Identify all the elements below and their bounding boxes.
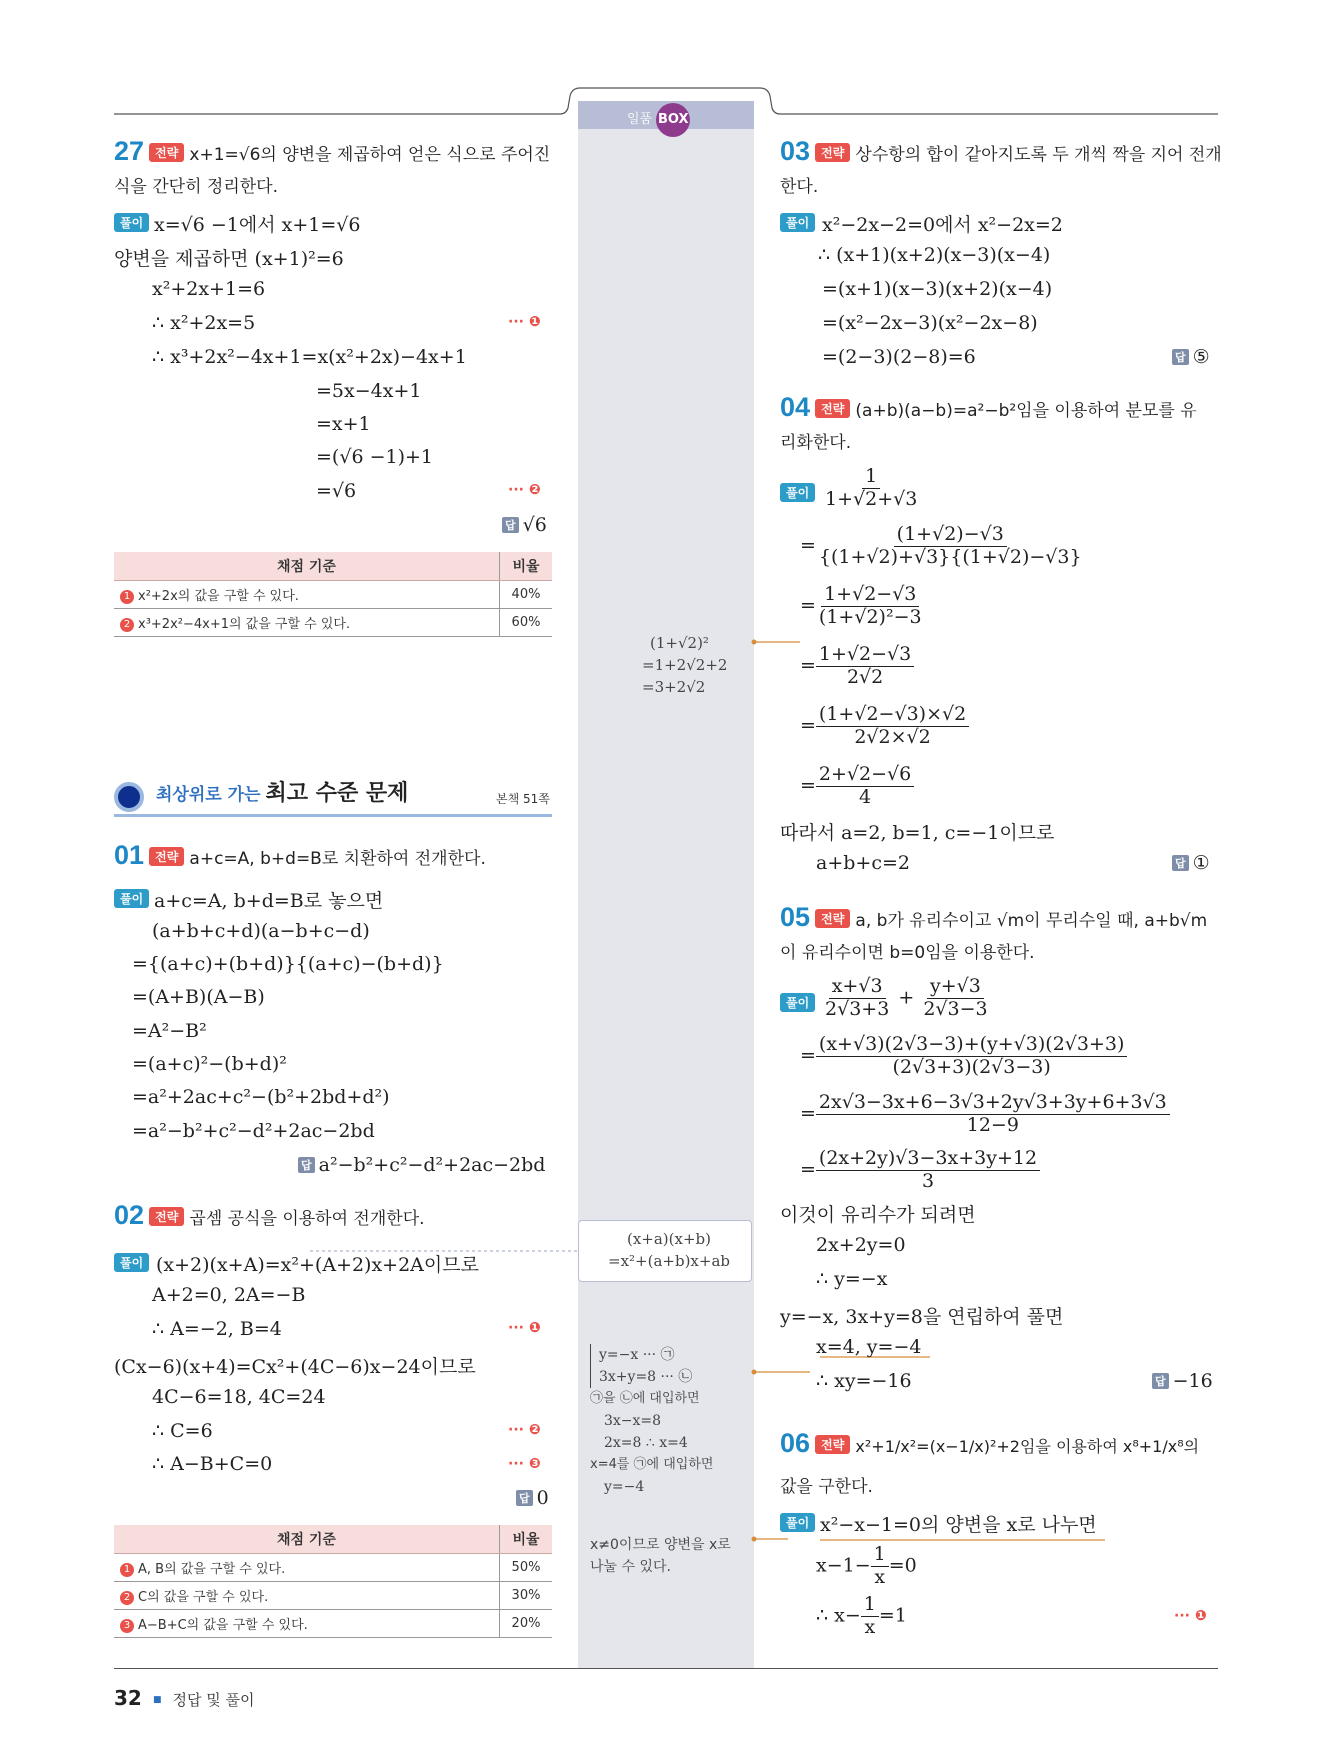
problem-number: 01	[114, 840, 145, 870]
row-text: x³+2x²−4x+1의 값을 구할 수 있다.	[138, 617, 351, 632]
answer-icon: 답	[502, 517, 519, 533]
expr-part: x−1−	[816, 1554, 871, 1577]
problem-03-header	[780, 136, 1222, 167]
row-ratio: 50%	[500, 1554, 553, 1582]
solution-line: =a²+2ac+c²−(b²+2bd+d²)	[132, 1086, 390, 1108]
answer-value: ①	[1192, 852, 1210, 874]
strategy-text-2: 이 유리수이면 b=0임을 이용한다.	[780, 943, 1035, 963]
answer-value: −16	[1172, 1370, 1213, 1392]
answer-icon: 답	[1172, 349, 1189, 365]
row-text: A−B+C의 값을 구할 수 있다.	[138, 1618, 308, 1633]
ratio-header: 비율	[500, 552, 553, 581]
solution-label: 풀이	[114, 213, 149, 232]
strategy-text-2: 리화한다.	[780, 433, 852, 453]
solution-label: 풀이	[780, 1513, 815, 1532]
fraction-4	[800, 704, 969, 749]
row-number: 2	[120, 618, 134, 632]
note-line: y=−4	[604, 1479, 645, 1495]
section-prefix: 최상위로 가는	[156, 785, 261, 805]
answer-icon: 답	[298, 1157, 315, 1173]
strategy-text-2: 값을 구한다.	[780, 1477, 873, 1497]
grading-header: 채점 기준	[114, 552, 500, 581]
problem-number: 06	[780, 1428, 811, 1458]
numerator: 2+√2−√6	[816, 764, 914, 787]
answer-icon: 답	[1172, 855, 1189, 871]
numerator: y+√3	[927, 976, 984, 999]
fraction-3	[800, 644, 914, 689]
solution-tag	[780, 992, 815, 1012]
solution-line: 이것이 유리수가 되려면	[780, 1204, 976, 1226]
solution-label: 풀이	[114, 1253, 149, 1272]
strategy-text-2: 한다.	[780, 177, 819, 197]
problem-06-header	[780, 1428, 1199, 1459]
solution-line: x²+2x+1=6	[152, 278, 266, 300]
box-label-prefix: 일품	[627, 112, 653, 127]
solution-line: x=√6 −1에서 x+1=√6	[154, 214, 361, 236]
footer-rule	[114, 1668, 1218, 1669]
note-line: =x²+(a+b)x+ab	[608, 1252, 730, 1270]
answer	[1172, 346, 1210, 368]
marker-1: ··· ❶	[508, 1320, 541, 1336]
solution-line: ∴ A=−2, B=4	[152, 1318, 282, 1340]
numerator: 1	[871, 1544, 889, 1567]
numerator: 1+√2−√3	[816, 644, 914, 667]
solution-line: ∴ A−B+C=0	[152, 1453, 273, 1475]
denominator: 2√2	[846, 665, 884, 688]
solution-line: 2x+2y=0	[816, 1234, 906, 1256]
note-line: x=4를 ㉠에 대입하면	[590, 1457, 714, 1472]
row-ratio: 40%	[500, 581, 553, 609]
grading-header: 채점 기준	[114, 1525, 500, 1554]
solution-line: a+c=A, b+d=B로 놓으면	[154, 890, 384, 912]
numerator: (1+√2)−√3	[894, 524, 1007, 547]
fraction-1	[800, 524, 1085, 569]
ratio-header: 비율	[500, 1525, 553, 1554]
strategy-tag: 전략	[815, 909, 850, 928]
note-line: y=−x ··· ㉠	[590, 1344, 713, 1366]
answer-value: √6	[522, 514, 547, 536]
solution-line: (Cx−6)(x+4)=Cx²+(4C−6)x−24이므로	[114, 1356, 476, 1378]
equals: =	[800, 1158, 816, 1181]
equals: =	[800, 1102, 816, 1125]
problem-number: 05	[780, 902, 811, 932]
denominator: x	[864, 1615, 876, 1638]
numerator: x+√3	[829, 976, 886, 999]
box-badge: BOX	[656, 103, 690, 137]
strategy-text-2: 식을 간단히 정리한다.	[114, 177, 279, 197]
denominator: (1+√2)²−3	[818, 605, 922, 628]
solution-line: 따라서 a=2, b=1, c=−1이므로	[780, 822, 1055, 844]
solution-tag	[780, 212, 815, 232]
row-number: 1	[120, 1563, 134, 1577]
solution-line: (a+b+c+d)(a−b+c−d)	[152, 920, 370, 942]
strategy-tag: 전략	[815, 399, 850, 418]
solution-line: ∴ x³+2x²−4x+1=x(x²+2x)−4x+1	[152, 346, 467, 368]
solution-line: (x+2)(x+A)=x²+(A+2)x+2A이므로	[156, 1254, 479, 1276]
strategy-text: x²+1/x²=(x−1/x)²+2임을 이용하여 x⁸+1/x⁸의	[855, 1437, 1200, 1456]
note-line: (1+√2)²	[650, 634, 709, 652]
plus: +	[898, 986, 915, 1009]
equals: =	[800, 714, 816, 737]
expr-part: =0	[888, 1554, 917, 1577]
note-line: (x+a)(x+b)	[626, 1230, 711, 1248]
solution-line: =A²−B²	[132, 1020, 207, 1042]
denominator: 12−9	[966, 1113, 1019, 1136]
solution-line: y=−x, 3x+y=8을 연립하여 풀면	[780, 1306, 1064, 1328]
row-number: 2	[120, 1591, 134, 1605]
solution-label: 풀이	[780, 483, 815, 502]
strategy-tag: 전략	[815, 143, 850, 162]
numerator: 2x√3−3x+6−3√3+2y√3+3y+6+3√3	[816, 1092, 1170, 1115]
strategy-text: x+1=√6의 양변을 제곱하여 얻은 식으로 주어진	[189, 145, 551, 165]
solution-line: ∴ C=6	[152, 1420, 213, 1442]
fraction-5	[800, 764, 914, 809]
denominator: 2√2×√2	[854, 725, 931, 748]
fraction-2	[800, 584, 925, 629]
equals: =	[800, 1044, 816, 1067]
answer-icon: 답	[516, 1490, 533, 1506]
note-line: 3x−x=8	[604, 1413, 662, 1429]
strategy-tag: 전략	[149, 1207, 184, 1226]
row-number: 3	[120, 1619, 134, 1633]
expr-part: ∴ x−	[816, 1604, 861, 1627]
strategy-tag: 전략	[815, 1435, 850, 1454]
solution-line: =(x+1)(x−3)(x+2)(x−4)	[822, 278, 1053, 300]
strategy-tag: 전략	[149, 143, 184, 162]
marker-2: ··· ❷	[508, 482, 541, 498]
solution-line: =(a+c)²−(b+d)²	[132, 1053, 287, 1075]
expr-part: =1	[878, 1604, 907, 1627]
solution-line: =x+1	[316, 413, 371, 435]
note-line: 2x=8 ∴ x=4	[604, 1435, 688, 1451]
note-line: =3+2√2	[642, 678, 706, 696]
solution-line: ∴ x²+2x=5	[152, 312, 256, 334]
answer-value: a²−b²+c²−d²+2ac−2bd	[318, 1154, 546, 1176]
strategy-tag: 전략	[149, 847, 184, 866]
solution-tag	[780, 482, 815, 502]
note-line: =1+2√2+2	[642, 656, 728, 674]
section-ref: 본책 51쪽	[496, 792, 550, 806]
strategy-text: 상수항의 합이 같아지도록 두 개씩 짝을 지어 전개	[855, 145, 1222, 165]
equals: =	[800, 654, 816, 677]
solution-line: =(x²−2x−3)(x²−2x−8)	[822, 312, 1038, 334]
answer	[1172, 852, 1210, 874]
note-line: 나눌 수 있다.	[590, 1559, 671, 1575]
answer	[1152, 1370, 1213, 1392]
page-number: 32	[114, 1686, 142, 1710]
solution-line: ={(a+c)+(b+d)}{(a+c)−(b+d)}	[132, 953, 444, 975]
row-ratio: 60%	[500, 609, 553, 637]
denominator: 2√3+3	[825, 997, 890, 1020]
solution-label: 풀이	[780, 993, 815, 1012]
fraction-sum	[822, 976, 991, 1021]
denominator: {(1+√2)+√3}{(1+√2)−√3}	[818, 545, 1082, 568]
numerator: 1	[861, 1594, 879, 1617]
note-line: 3x+y=8 ··· ㉡	[590, 1366, 713, 1388]
solution-label: 풀이	[114, 889, 149, 908]
solution-line: 양변을 제곱하면 (x+1)²=6	[114, 248, 344, 270]
numerator: (x+√3)(2√3−3)+(y+√3)(2√3+3)	[816, 1034, 1127, 1057]
footer	[114, 1686, 255, 1710]
strategy-text: (a+b)(a−b)=a²−b²임을 이용하여 분모를 유	[855, 401, 1197, 421]
solution-line: =√6	[316, 480, 357, 502]
strategy-text: a, b가 유리수이고 √m이 무리수일 때, a+b√m	[855, 911, 1208, 931]
fraction-1	[800, 1092, 1170, 1137]
row-ratio: 30%	[500, 1582, 553, 1610]
note-line: x≠0이므로 양변을 x로	[590, 1537, 731, 1553]
solution-line: 4C−6=18, 4C=24	[152, 1386, 326, 1408]
solution-line: a+b+c=2	[816, 852, 910, 874]
marker-2: ··· ❷	[508, 1422, 541, 1438]
numerator: 1	[862, 466, 880, 489]
denominator: 3	[921, 1169, 935, 1192]
row-text: C의 값을 구할 수 있다.	[138, 1590, 269, 1605]
problem-number: 02	[114, 1200, 145, 1230]
problem-04-header	[780, 392, 1197, 423]
solution-line: =(√6 −1)+1	[316, 446, 433, 468]
solution-line	[816, 1544, 917, 1589]
marker-3: ··· ❸	[508, 1456, 541, 1472]
denominator: x	[874, 1565, 886, 1588]
solution-label: 풀이	[780, 213, 815, 232]
denominator: 2√3−3	[923, 997, 988, 1020]
solution-line: =(2−3)(2−8)=6	[822, 346, 976, 368]
denominator: (2√3+3)(2√3−3)	[892, 1055, 1051, 1078]
answer-value: ⑤	[1192, 346, 1210, 368]
solution-line: x²−2x−2=0에서 x²−2x=2	[822, 214, 1063, 236]
fraction-2	[800, 1148, 1040, 1193]
answer-value: 0	[536, 1487, 549, 1509]
equals: =	[800, 774, 816, 797]
footer-separator: ■	[152, 1695, 162, 1705]
solution-line: ∴ (x+1)(x+2)(x−3)(x−4)	[818, 244, 1051, 266]
solution-line: =(A+B)(A−B)	[132, 986, 265, 1008]
fraction-0	[822, 466, 920, 511]
row-text: A, B의 값을 구할 수 있다.	[138, 1562, 286, 1577]
strategy-text: a+c=A, b+d=B로 치환하여 전개한다.	[189, 849, 486, 869]
problem-number: 03	[780, 136, 811, 166]
problem-05-header	[780, 902, 1207, 933]
numerator: 1+√2−√3	[821, 584, 919, 607]
solution-line: ∴ xy=−16	[816, 1370, 912, 1392]
solution-tag	[780, 1512, 815, 1532]
fraction-0	[800, 1034, 1127, 1079]
marker-1: ··· ❶	[508, 314, 541, 330]
answer-icon: 답	[1152, 1373, 1169, 1389]
solution-line: =5x−4x+1	[316, 380, 422, 402]
section-title-text: 최고 수준 문제	[265, 781, 409, 806]
solution-line: =a²−b²+c²−d²+2ac−2bd	[132, 1120, 375, 1142]
strategy-text: 곱셈 공식을 이용하여 전개한다.	[189, 1209, 425, 1229]
denominator: 1+√2+√3	[825, 487, 918, 510]
marker-1: ··· ❶	[1174, 1608, 1207, 1624]
row-text: x²+2x의 값을 구할 수 있다.	[138, 589, 299, 604]
note-line: ㉠을 ㉡에 대입하면	[590, 1391, 700, 1406]
equals: =	[800, 534, 816, 557]
problem-number: 27	[114, 136, 145, 166]
solution-line: A+2=0, 2A=−B	[152, 1284, 306, 1306]
solution-line: x=4, y=−4	[816, 1336, 922, 1358]
solution-line: ∴ y=−x	[816, 1268, 888, 1290]
problem-number: 04	[780, 392, 811, 422]
row-number: 1	[120, 590, 134, 604]
denominator: 4	[859, 785, 872, 808]
solution-line	[816, 1594, 907, 1639]
row-ratio: 20%	[500, 1610, 553, 1638]
footer-label: 정답 및 풀이	[172, 1691, 255, 1709]
equals: =	[800, 594, 816, 617]
numerator: (1+√2−√3)×√2	[816, 704, 969, 727]
numerator: (2x+2y)√3−3x+3y+12	[816, 1148, 1040, 1171]
solution-line: x²−x−1=0의 양변을 x로 나누면	[820, 1514, 1097, 1536]
